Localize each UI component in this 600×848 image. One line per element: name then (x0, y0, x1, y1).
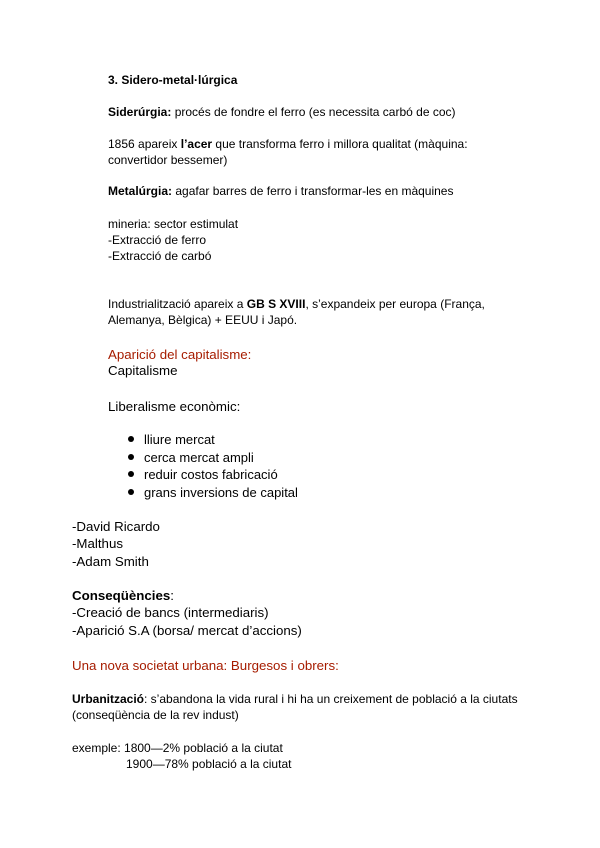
consequencies-colon: : (170, 588, 174, 603)
metalurgia-text: agafar barres de ferro i transformar-les en màquines (172, 184, 454, 198)
mineria-line-3: -Extracció de carbó (108, 249, 212, 263)
industrialitzacio-line-2: Alemanya, Bèlgica) + EEUU i Japó. (108, 313, 298, 327)
economist-malthus: -Malthus (72, 536, 123, 551)
exemple-line-1: exemple: 1800—2% població a la ciutat (72, 741, 283, 755)
consequencies-heading (72, 587, 174, 604)
capitalisme-text: Capitalisme (108, 363, 178, 378)
liberalisme-heading: Liberalisme econòmic: (108, 399, 241, 414)
list-item (127, 431, 298, 449)
bullet-icon (128, 489, 134, 495)
capitalisme-heading: Aparició del capitalisme: (108, 347, 252, 362)
list-item-text: reduir costos fabricació (144, 467, 278, 483)
acer-pre: 1856 apareix (108, 137, 181, 151)
list-item-text: lliure mercat (144, 432, 215, 447)
liberalisme-list (127, 431, 298, 501)
metalurgia-definition (108, 183, 453, 199)
acer-line-1 (108, 136, 468, 152)
acer-line-2: convertidor bessemer) (108, 153, 228, 167)
urbanitzacio-line-1 (72, 691, 518, 707)
exemple-line-2: 1900—78% població a la ciutat (126, 757, 292, 771)
consequencies-item-1: -Creació de bancs (intermediaris) (72, 605, 269, 620)
bullet-icon (128, 471, 134, 477)
section-title: 3. Sidero-metal·lúrgica (108, 73, 238, 87)
urbanitzacio-text: : s’abandona la vida rural i hi ha un creixement de població a la ciutats (144, 692, 518, 706)
consequencies-term: Conseqüències (72, 588, 171, 603)
urbanitzacio-term: Urbanització (72, 692, 145, 706)
bullet-icon (128, 436, 134, 442)
acer-post: que transforma ferro i millora qualitat (màquina: (212, 137, 468, 151)
industrialitzacio-bold: GB S XVIII (246, 297, 306, 311)
list-item (127, 484, 298, 502)
mineria-line-1: mineria: sector estimulat (108, 217, 239, 231)
societat-heading: Una nova societat urbana: Burgesos i obrers: (72, 658, 339, 673)
economist-ricardo: -David Ricardo (72, 519, 160, 534)
list-item (127, 466, 298, 484)
industrialitzacio-post: , s’expandeix per europa (França, (305, 297, 485, 311)
industrialitzacio-line-1 (108, 296, 485, 312)
bullet-icon (128, 454, 134, 460)
list-item-text: grans inversions de capital (144, 484, 298, 500)
siderurgia-term: Siderúrgia: (108, 105, 172, 119)
metalurgia-term: Metalúrgia: (108, 184, 173, 198)
consequencies-item-2: -Aparició S.A (borsa/ mercat d’accions) (72, 623, 302, 638)
urbanitzacio-line-2: (conseqüència de la rev indust) (72, 708, 239, 722)
list-item-text: cerca mercat ampli (144, 449, 254, 465)
acer-bold: l’acer (180, 137, 213, 151)
mineria-line-2: -Extracció de ferro (108, 233, 207, 247)
list-item (127, 449, 298, 467)
industrialitzacio-pre: Industrialització apareix a (108, 297, 247, 311)
siderurgia-definition (108, 104, 456, 120)
economist-smith: -Adam Smith (72, 554, 149, 569)
siderurgia-text: procés de fondre el ferro (es necessita carbó de coc) (171, 105, 456, 119)
